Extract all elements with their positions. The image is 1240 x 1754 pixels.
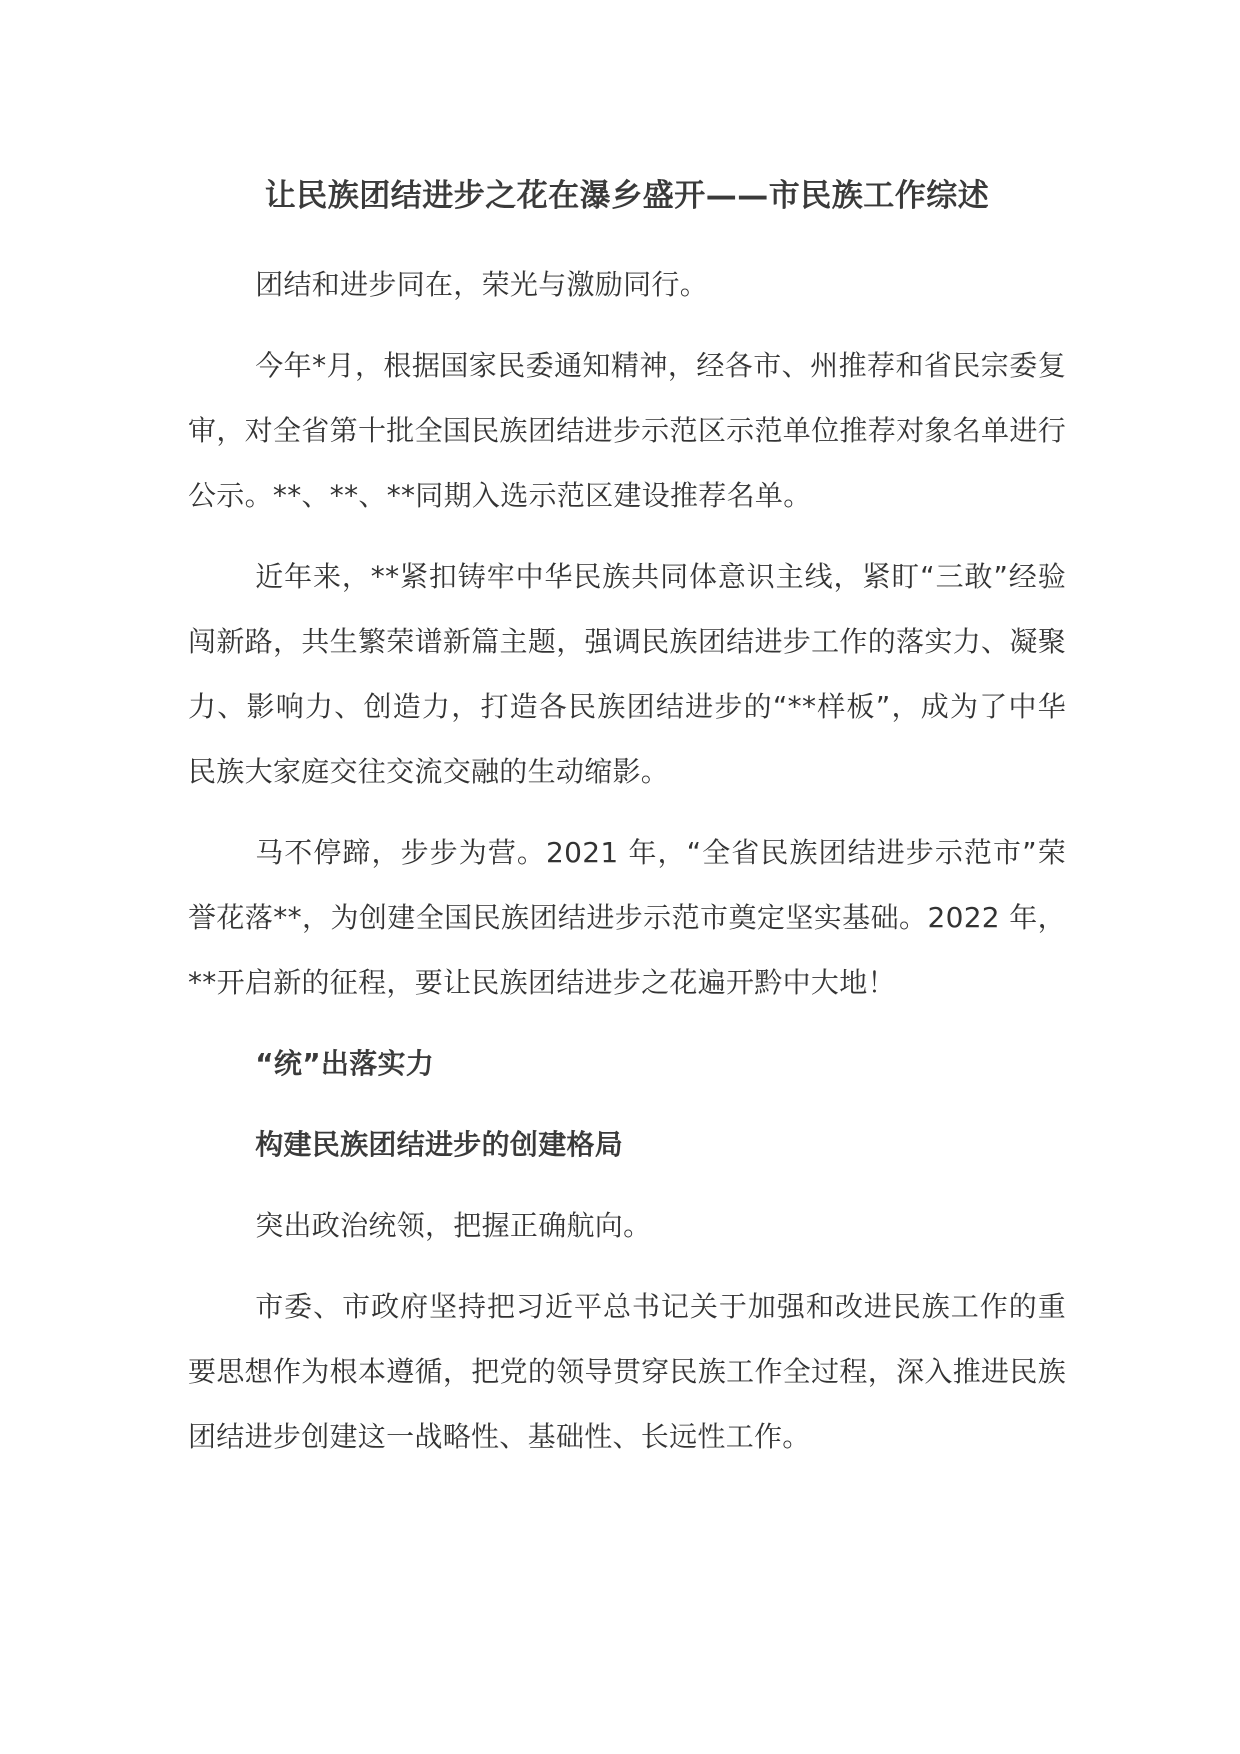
paragraph-recent-years: 近年来，**紧扣铸牢中华民族共同体意识主线，紧盯“三敢”经验闯新路，共生繁荣谱新篇主题，强调民族团结进步工作的落实力、凝聚力、影响力、创造力，打造各民族团结进步的“**样板”，成为了中华民族大家庭交往交流交融的生动缩影。: [188, 560, 1066, 788]
section-heading: “统”出落实力: [255, 1047, 435, 1080]
document-title: 让民族团结进步之花在瀑乡盛开——市民族工作综述: [264, 178, 990, 214]
paragraph-progress: 马不停蹄，步步为营。2021 年，“全省民族团结进步示范市”荣誉花落**，为创建全国民族团结进步示范市奠定坚实基础。2022 年，**开启新的征程，要让民族团结进步之花遍开黔中大地！: [188, 836, 1066, 999]
document-body: [188, 170, 1066, 1485]
paragraph-announcement: 今年*月，根据国家民委通知精神，经各市、州推荐和省民宗委复审，对全省第十批全国民族团结进步示范区示范单位推荐对象名单进行公示。**、**、**同期入选示范区建设推荐名单。: [188, 349, 1066, 512]
paragraph-political-guidance: 突出政治统领，把握正确航向。: [255, 1209, 652, 1242]
paragraph-intro: 团结和进步同在，荣光与激励同行。: [255, 268, 708, 301]
paragraph-municipal-commitment: 市委、市政府坚持把习近平总书记关于加强和改进民族工作的重要思想作为根本遵循，把党的领导贯穿民族工作全过程，深入推进民族团结进步创建这一战略性、基础性、长远性工作。: [188, 1290, 1066, 1453]
section-subheading: 构建民族团结进步的创建格局: [255, 1128, 624, 1161]
